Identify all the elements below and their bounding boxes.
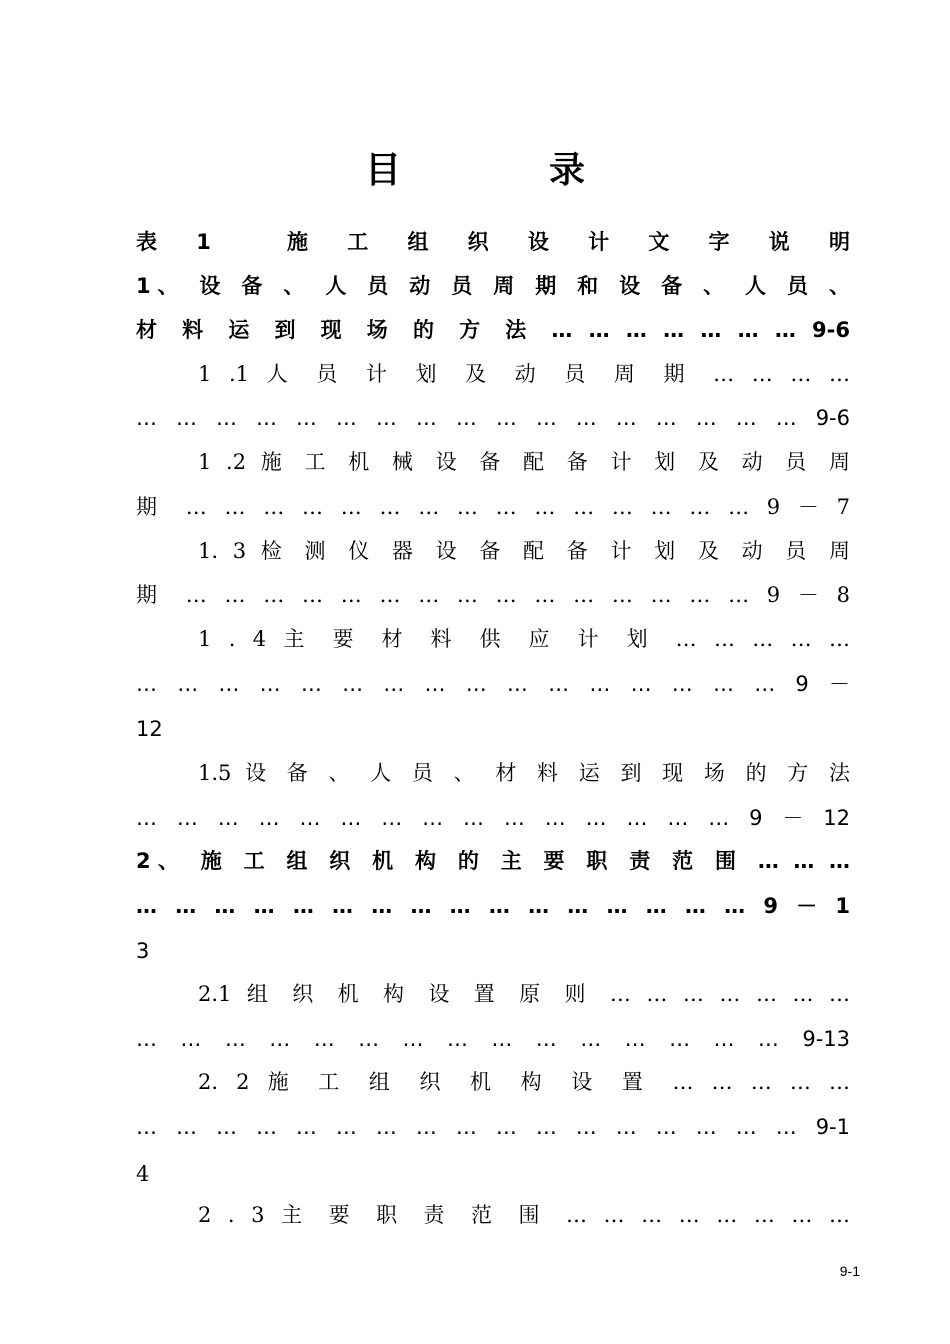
toc-line: 1. 3 检 测 仪 器 设 备 配 备 计 划 及 动 员 周 (198, 539, 850, 563)
toc-line: … … … … … … … … … … … … … … … 9 － 12 (136, 806, 850, 830)
page-title: 目 录 (364, 149, 641, 191)
toc-line: 2. 2 施 工 组 织 机 构 设 置 … … … … … (198, 1070, 850, 1094)
toc-line: 期 … … … … … … … … … … … … … … … 9 － 8 (136, 583, 850, 607)
toc-line: … … … … … … … … … … … … … … … … … 9-6 (136, 406, 850, 430)
page-number: 9-1 (839, 1263, 860, 1279)
toc-line: 1 .1 人 员 计 划 及 动 员 周 期 … … … … (198, 362, 850, 386)
toc-line: 1.5 设 备 、 人 员 、 材 料 运 到 现 场 的 方 法 (198, 761, 850, 785)
toc-line: 2.1 组 织 机 构 设 置 原 则 … … … … … … … (198, 982, 850, 1006)
toc-line: 2、 施 工 组 织 机 构 的 主 要 职 责 范 围 … … … (136, 849, 850, 873)
toc-line: 2 . 3 主 要 职 责 范 围 … … … … … … … … (198, 1203, 850, 1227)
toc-line: 1、 设 备 、 人 员 动 员 周 期 和 设 备 、 人 员 、 (136, 274, 850, 298)
toc-line: 1 . 4 主 要 材 料 供 应 计 划 … … … … … (198, 627, 850, 651)
toc-line: 表 1 施 工 组 织 设 计 文 字 说 明 (136, 230, 850, 254)
toc-line: … … … … … … … … … … … … … … … … 9 － (136, 672, 850, 696)
toc-line: … … … … … … … … … … … … … … … … 9 － 1 (136, 894, 850, 918)
toc-line: 12 (136, 717, 163, 741)
toc-line: 3 (136, 939, 150, 963)
toc-line: … … … … … … … … … … … … … … … … … 9-1 (136, 1115, 850, 1139)
toc-line: … … … … … … … … … … … … … … … 9-13 (136, 1027, 850, 1051)
toc-line: 期 … … … … … … … … … … … … … … … 9 － 7 (136, 495, 850, 519)
toc-line: 1 .2 施 工 机 械 设 备 配 备 计 划 及 动 员 周 (198, 450, 850, 474)
toc-line: 材 料 运 到 现 场 的 方 法 … … … … … … … 9-6 (136, 318, 850, 342)
toc-line: 4 (136, 1162, 150, 1186)
